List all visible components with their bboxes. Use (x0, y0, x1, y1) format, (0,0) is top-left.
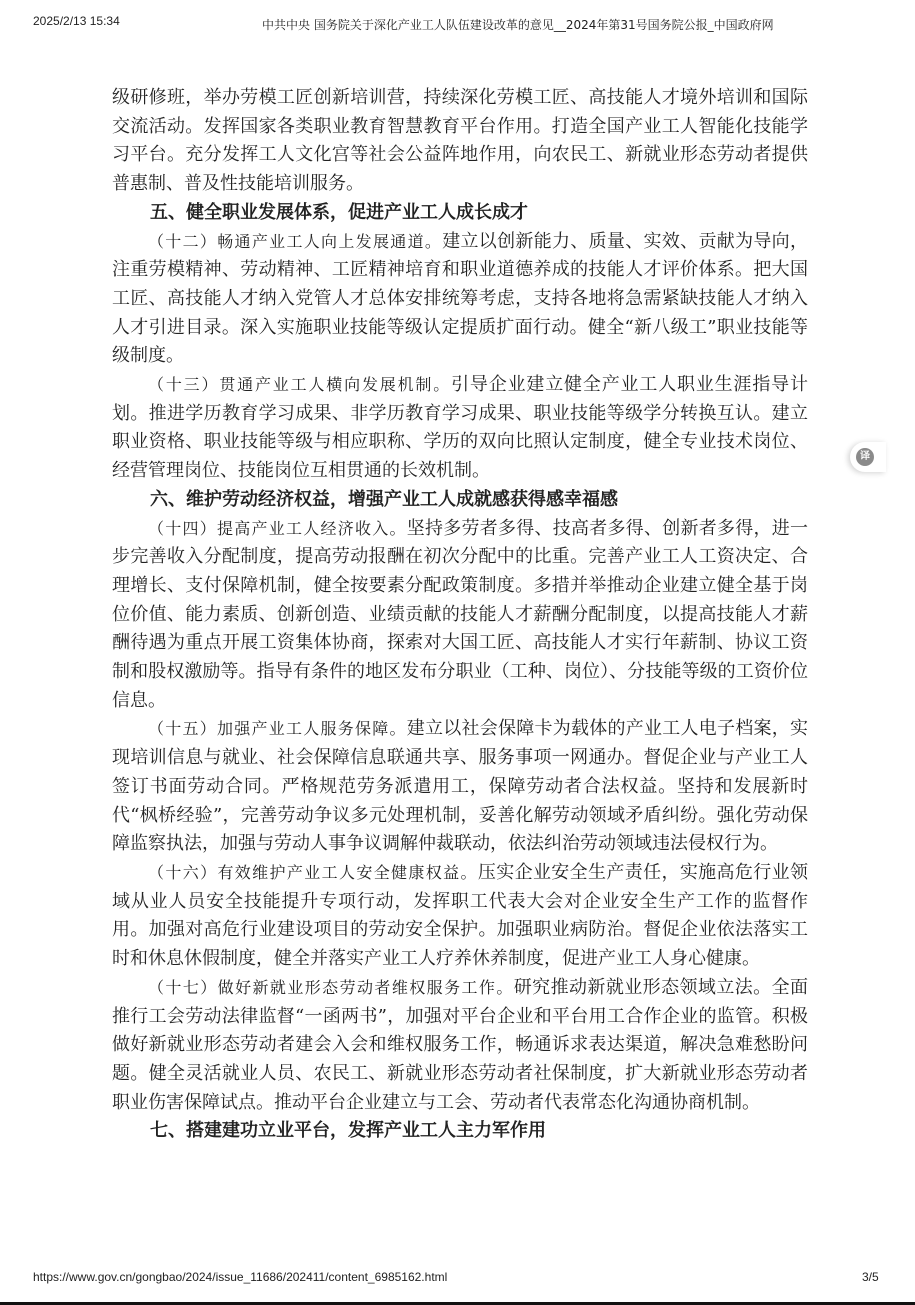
paragraph-15 (112, 715, 808, 859)
paragraph-12-lead: （十二）畅通产业工人向上发展通道。 (148, 231, 443, 251)
paragraph-12-text: 建立以创新能力、质量、实效、贡献为导向，注重劳模精神、劳动精神、工匠精神培育和职业道德养成的技能人才评价体系。把大国工匠、高技能人才纳入党管人才总体安排统筹考虑，支持各地将急需紧缺技能人才纳入人才引进目录。深入实施职业技能等级认定提质扩面行动。健全“新八级工”职业技能等级制度。 (112, 230, 808, 367)
paragraph-17-text: 研究推动新就业形态领域立法。全面推行工会劳动法律监督“一函两书”，加强对平台企业和平台用工合作企业的监管。积极做好新就业形态劳动者建会入会和维权服务工作，畅通诉求表达渠道，解决急难愁盼问题。健全灵活就业人员、农民工、新就业形态劳动者社保制度，扩大新就业形态劳动者职业伤害保障试点。推动平台企业建立与工会、劳动者代表常态化沟通协商机制。 (112, 976, 808, 1113)
paragraph-continued: 级研修班，举办劳模工匠创新培训营，持续深化劳模工匠、高技能人才境外培训和国际交流活动。发挥国家各类职业教育智慧教育平台作用。打造全国产业工人智能化技能学习平台。充分发挥工人文化宫等社会公益阵地作用，向农民工、新就业形态劳动者提供普惠制、普及性技能培训服务。 (112, 87, 808, 195)
paragraph-14 (112, 515, 808, 716)
page-title: 中共中央 国务院关于深化产业工人队伍建设改革的意见__2024年第31号国务院公报_中国政府网 (262, 18, 774, 32)
page-url: https://www.gov.cn/gongbao/2024/issue_11686/202411/content_6985162.html (33, 1270, 448, 1284)
paragraph-15-lead: （十五）加强产业工人服务保障。 (148, 719, 407, 739)
paragraph-16 (112, 859, 808, 974)
paragraph-16-lead: （十六）有效维护产业工人安全健康权益。 (148, 862, 478, 882)
page-number: 3/5 (862, 1270, 879, 1284)
section-heading-7: 七、搭建建功立业平台，发挥产业工人主力军作用 (150, 1120, 546, 1142)
paragraph-14-lead: （十四）提高产业工人经济收入。 (148, 518, 407, 538)
paragraph-17 (112, 974, 808, 1118)
paragraph-13-text: 引导企业建立健全产业工人职业生涯指导计划。推进学历教育学习成果、非学历教育学习成果、职业技能等级学分转换互认。建立职业资格、职业技能等级与相应职称、学历的双向比照认定制度，健全专业技术岗位、经营管理岗位、技能岗位互相贯通的长效机制。 (112, 374, 808, 482)
paragraph-13-lead: （十三）贯通产业工人横向发展机制。 (148, 375, 452, 395)
paragraph-14-text: 坚持多劳者多得、技高者多得、创新者多得，进一步完善收入分配制度，提高劳动报酬在初次分配中的比重。完善产业工人工资决定、合理增长、支付保障机制，健全按要素分配政策制度。多措并举推动企业建立健全基于岗位价值、能力素质、创新创造、业绩贡献的技能人才薪酬分配制度，以提高技能人才薪酬待遇为重点开展工资集体协商，探索对大国工匠、高技能人才实行年薪制、协议工资制和股权激励等。指导有条件的地区发布分职业（工种、岗位）、分技能等级的工资价位信息。 (112, 517, 808, 711)
print-datetime: 2025/2/13 15:34 (33, 14, 120, 28)
paragraph-17-lead: （十七）做好新就业形态劳动者维权服务工作。 (148, 977, 514, 997)
translate-button[interactable] (850, 442, 886, 472)
translate-icon: 译 (856, 448, 874, 466)
paragraph-12 (112, 228, 808, 372)
section-heading-5: 五、健全职业发展体系，促进产业工人成长成才 (150, 201, 528, 223)
paragraph-15-text: 建立以社会保障卡为载体的产业工人电子档案，实现培训信息与就业、社会保障信息联通共享、服务事项一网通办。督促企业与产业工人签订书面劳动合同。严格规范劳务派遣用工，保障劳动者合法权益。坚持和发展新时代“枫桥经验”，完善劳动争议多元处理机制，妥善化解劳动领域矛盾纠纷。强化劳动保障监察执法，加强与劳动人事争议调解仲裁联动，依法纠治劳动领域违法侵权行为。 (112, 718, 808, 855)
section-heading-6: 六、维护劳动经济权益，增强产业工人成就感获得感幸福感 (150, 488, 618, 510)
paragraph-16-text: 压实企业安全生产责任，实施高危行业领域从业人员安全技能提升专项行动，发挥职工代表大会对企业安全生产工作的监督作用。加强对高危行业建设项目的劳动安全保护。加强职业病防治。督促企业依法落实工时和休息休假制度，健全并落实产业工人疗养休养制度，促进产业工人身心健康。 (112, 861, 808, 970)
paragraph-13 (112, 371, 808, 486)
article-body (112, 84, 808, 1146)
